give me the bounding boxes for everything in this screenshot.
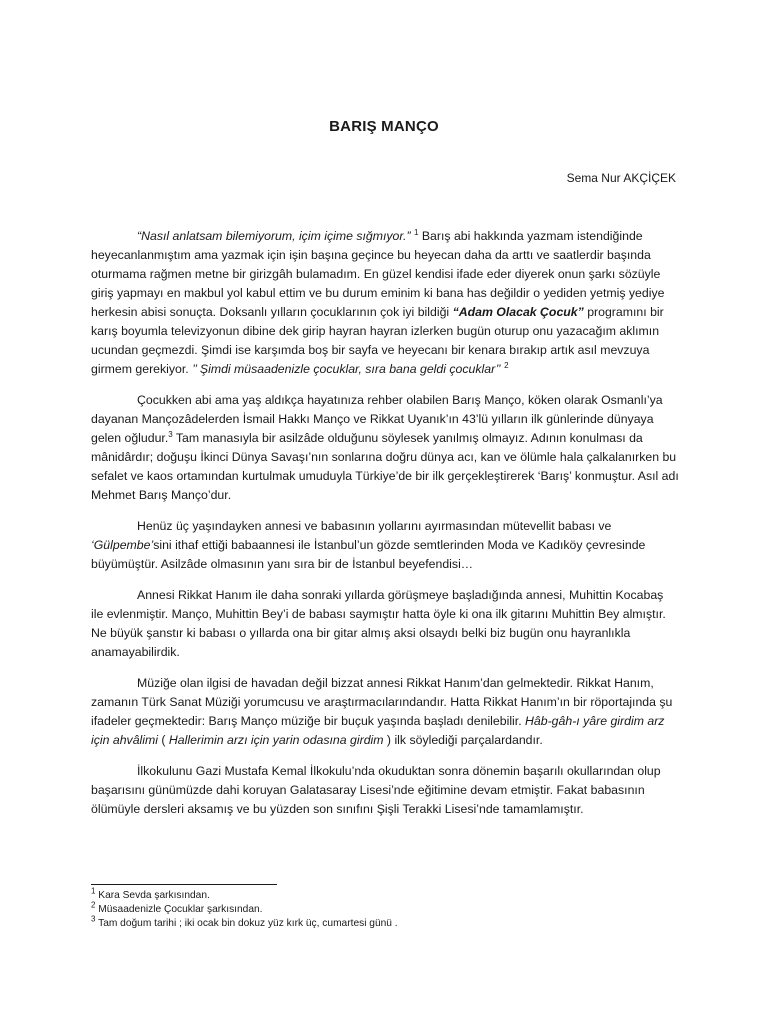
paragraph-3-text-2: sini ithaf ettiği babaannesi ile İstanbul’un gözde semtlerinden Moda ve Kadıköy çevresinde büyümüştür. Asilzâde olmasının yanı sıra bir de İstanbul beyefendisi… [91,538,646,571]
footnote-1 [91,886,651,903]
opening-quote: “Nasıl anlatsam bilemiyorum, içim içime sığmıyor.” [137,229,411,243]
paragraph-6: İlkokulunu Gazi Mustafa Kemal İlkokulu’nda okuduktan sonra dönemin başarılı okullarından olup başarısını günümüzde dahi koruyan Galatasaray Lisesi’nde eğitimine devam etmiştir. Fakat babasının ölümüyle dersleri aksamış ve bu yüzden son sınıfını Şişli Terakki Lisesi’nde tamamlamıştır. [91,764,661,816]
paragraph-2-text-1: Çocukken abi ama yaş aldıkça hayatınıza rehber olabilen Barış Manço, köken olarak Osmanlı’ya dayanan Mançozâdelerden İsmail Hakkı Manço ve Rikkat Uyanık’ın 43’lü yılların ilk günlerinde dünyaya gelen oğludur. [91,393,663,445]
footnote-text-2: Müsaadenizle Çocuklar şarkısından. [95,904,263,915]
footnote-mark-3: 3 [91,914,96,924]
song-title: ‘Gülpembe’ [91,538,154,552]
footnote-divider [91,884,277,885]
paragraph-1-text-1: Barış abi hakkında yazmam istendiğinde heyecanlanmıştım ama yazmak için işin başına geçince bu heyecan daha da arttı ve saatlerdir başında oturmama rağmen metne bir girizgâh bulamadım. En güzel kendisi ifade eder diyerek onun şarkı sözüyle giriş yapmayı en makbul yol kabul ettim ve bu durum eminim ki bana has değildir o yediden yetmiş yediye herkesin abisi sonuçta. Doksanlı yılların çocuklarının çok iyi bildiği [91,229,665,319]
document-title: BARIŞ MANÇO [329,118,439,135]
paragraph-3 [91,517,679,574]
paragraph-5-text-2: ( [157,733,169,747]
paragraph-2 [91,391,679,505]
lyric-quote: Hâb-gâh-ı yâre girdim arz için ahvâlimi [91,714,665,747]
footnote-text-3: Tam doğum tarihi ; iki ocak bin dokuz yüz kırk üç, cumartesi günü . [95,918,398,929]
paragraph-2-text-2: Tam manasıyla bir asilzâde olduğunu söylesek yanılmış olmayız. Adının konulması da mânidârdır; doğuşu İkinci Dünya Savaşı’nın sonlarına doğru dünya acı, kan ve ölümle hala çalkalanırken bu sefalet ve kaos ortamından kurtulmak umuduyla Türkiye’de bir ilk gerçekleştirerek ‘Barış’ konmuştur. Asıl adı Mehmet Barış Manço’dur. [91,431,679,502]
footnote-ref-2[interactable]: 2 [504,360,509,370]
footnote-ref-3[interactable]: 3 [168,429,173,439]
footnote-text-1: Kara Sevda şarkısından. [95,890,210,901]
footnote-ref-1[interactable]: 1 [413,227,419,237]
paragraph-4: Annesi Rikkat Hanım ile daha sonraki yıllarda görüşmeye başladığında annesi, Muhittin Kocabaş ile evlenmiştir. Manço, Muhittin Bey’i de babası saymıştır hatta öyle ki ona ilk gitarını Muhittin Bey almıştır. Ne büyük şanstır ki babası o yıllarda ona bir gitar almış aksi olsaydı belki biz bugün onu hayranlıkla anamayabilirdik. [91,588,666,659]
paragraph-1-text-2: programını bir karış boyumla televizyonun dibine dek girip hayran hayran izlerken bugün oturup onu yazacağım aklımın ucundan geçmezdi. Şimdi ise karşımda boş bir sayfa ve heyecanı bir kenara bırakıp artık asıl mevzuya girmem gerekiyor. [91,305,664,376]
closing-quote: ’’ Şimdi müsaadenizle çocuklar, sıra bana geldi çocuklar’’ [192,362,501,376]
paragraph-5 [91,674,679,750]
footnote-mark-2: 2 [91,900,96,910]
paragraph-5-text-1: Müziğe olan ilgisi de havadan değil bizzat annesi Rikkat Hanım’dan gelmektedir. Rikkat Hanım, zamanın Türk Sanat Müziği yorumcusu ve araştırmacılarındandır. Hatta Rikkat Hanım’ın bir röportajında şu ifadeler geçmektedir: Barış Manço müziğe bir buçuk yaşında başladı denilebilir. [91,676,673,728]
footnote-2 [91,900,651,917]
lyric-translation: Hallerimin arzı için yarin odasına girdim [168,733,384,747]
program-name: “Adam Olacak Çocuk” [452,305,584,319]
article-body [91,227,679,831]
paragraph-5-text-3: ) ilk söylediği parçalardandır. [383,733,543,747]
footnote-mark-1: 1 [91,886,96,896]
author-name: Sema Nur AKÇİÇEK [566,171,676,185]
footnote-3 [91,914,651,931]
footnotes-section [91,884,651,931]
paragraph-1 [91,227,679,379]
paragraph-3-text-1: Henüz üç yaşındayken annesi ve babasının yollarını ayırmasından mütevellit babası ve [137,519,612,533]
